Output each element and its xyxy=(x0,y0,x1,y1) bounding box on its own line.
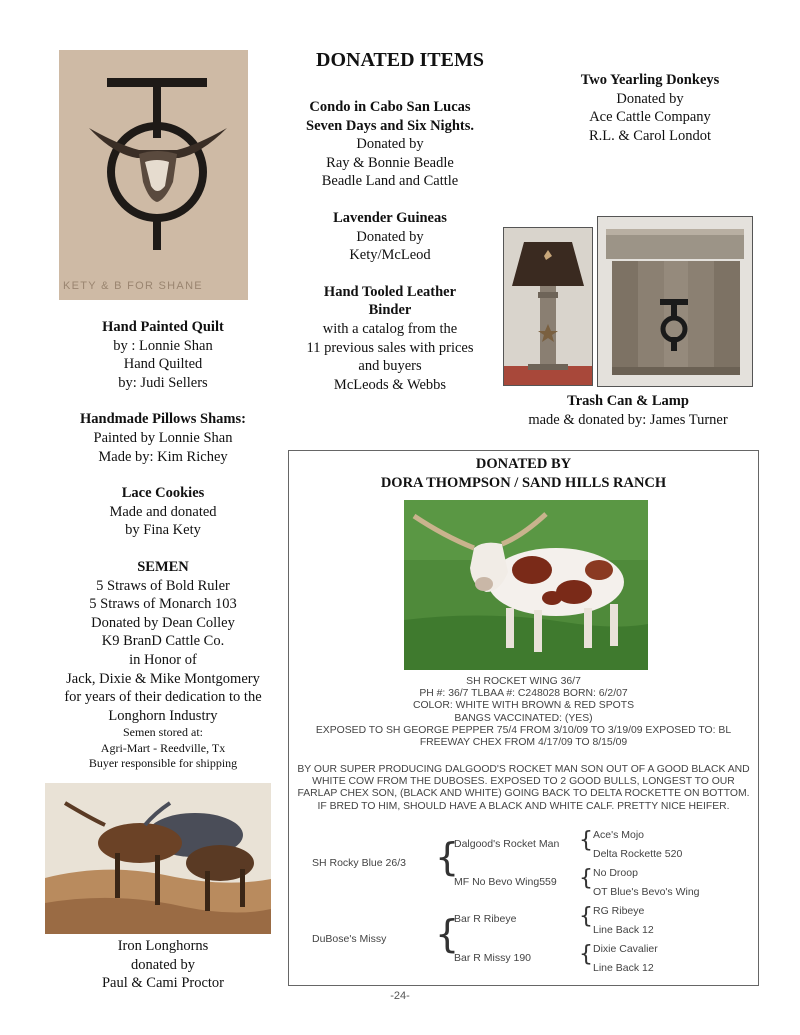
pedigree-grandparent: OT Blue's Bevo's Wing xyxy=(593,886,700,898)
heifer-description-line: FARLAP CHEX SON, (BLACK AND WHITE) GOING BACK TO DELTA ROCKETTE ON BOTTOM. xyxy=(297,788,750,800)
left-column xyxy=(50,318,276,772)
heifer-detail: EXPOSED TO SH GEORGE PEPPER 75/4 FROM 3/10/09 TO 3/19/09 EXPOSED TO: BL xyxy=(315,724,732,736)
condo-heading: Condo in Cabo San Lucas xyxy=(309,99,471,115)
pedigree-brace: { xyxy=(579,942,593,967)
lamp-photo xyxy=(503,227,593,386)
guineas-heading: Lavender Guineas xyxy=(333,209,447,226)
quilt-photo xyxy=(59,50,248,300)
pedigree-brace: { xyxy=(579,828,593,853)
pedigree-dam-dam: Bar R Missy 190 xyxy=(454,952,532,964)
semen-note: Agri-Mart - Reedville, Tx xyxy=(100,740,226,755)
pillows-line: Made by: Kim Richey xyxy=(98,448,228,465)
quilt-line: by: Judi Sellers xyxy=(118,374,208,391)
semen-note: Buyer responsible for shipping xyxy=(88,756,238,771)
pedigree-grandparent: Line Back 12 xyxy=(593,962,654,974)
iron-longhorns-photo xyxy=(45,783,271,934)
pedigree-dam-sire: Bar R Ribeye xyxy=(454,913,517,925)
iron-longhorns-heading: Iron Longhorns xyxy=(117,938,209,954)
semen-line: Donated by Dean Colley xyxy=(91,614,235,631)
pedigree-sire: SH Rocky Blue 26/3 xyxy=(312,857,406,869)
heifer-description-line: BY OUR SUPER PRODUCING DALGOOD'S ROCKET MAN SON OUT OF A GOOD BLACK AND xyxy=(297,764,750,775)
pedigree-sire-dam: MF No Bevo Wing559 xyxy=(454,876,557,888)
iron-longhorns-line: donated by xyxy=(130,956,196,973)
heifer-detail: FREEWAY CHEX FROM 4/17/09 TO 8/15/09 xyxy=(419,737,628,749)
trash-line: made & donated by: James Turner xyxy=(528,411,728,428)
semen-line: for years of their dedication to the xyxy=(64,689,262,706)
semen-line: K9 BranD Cattle Co. xyxy=(101,633,225,650)
pedigree-dam: DuBose's Missy xyxy=(312,933,387,945)
semen-note: Semen stored at: xyxy=(123,725,203,740)
binder-line: and buyers xyxy=(358,358,422,375)
semen-line: in Honor of xyxy=(129,651,197,668)
middle-column xyxy=(280,98,500,394)
pedigree-grandparent: RG Ribeye xyxy=(593,905,645,917)
binder-line: with a catalog from the xyxy=(322,320,458,337)
guineas-line: Kety/McLeod xyxy=(349,247,431,264)
pedigree-brace: { xyxy=(579,904,593,929)
semen-line: Longhorn Industry xyxy=(108,707,218,724)
quilt-line: Hand Quilted xyxy=(123,356,203,373)
page-title: DONATED ITEMS xyxy=(316,49,484,71)
pillows-heading: Handmade Pillows Shams: xyxy=(80,411,246,428)
page-number: -24- xyxy=(390,990,410,1002)
semen-line: 5 Straws of Monarch 103 xyxy=(89,596,237,613)
condo-line: Donated by xyxy=(356,136,424,153)
pedigree-brace: { xyxy=(579,866,593,891)
dora-heading-line: DORA THOMPSON / SAND HILLS RANCH xyxy=(380,474,667,491)
trash-can-photo xyxy=(597,216,753,387)
pedigree-grandparent: Delta Rockette 520 xyxy=(593,848,683,860)
trash-heading: Trash Can & Lamp xyxy=(567,393,689,409)
heifer-description-line: WHITE COW FROM THE DUBOSES. EXPOSED TO 2 GOOD BULLS, LONGEST TO OUR xyxy=(312,776,735,788)
semen-line: 5 Straws of Bold Ruler xyxy=(96,577,230,594)
donkeys-block xyxy=(540,71,760,145)
pedigree-grandparent: Ace's Mojo xyxy=(593,829,645,841)
cookies-line: by Fina Kety xyxy=(125,522,201,539)
pedigree xyxy=(289,821,758,981)
cookies-line: Made and donated xyxy=(109,503,217,520)
donkeys-line: R.L. & Carol Londot xyxy=(588,127,712,144)
quilt-line: by : Lonnie Shan xyxy=(113,337,213,354)
donkeys-line: Donated by xyxy=(616,90,684,107)
binder-line: McLeods & Webbs xyxy=(333,376,447,393)
pedigree-grandparent: Line Back 12 xyxy=(593,924,654,936)
donkeys-line: Ace Cattle Company xyxy=(589,109,711,126)
dora-heading xyxy=(289,455,758,492)
donkeys-heading: Two Yearling Donkeys xyxy=(580,72,720,88)
quilt-brand-text: KETY & B FOR SHANE xyxy=(63,280,203,292)
heifer-detail: SH ROCKET WING 36/7 xyxy=(466,676,581,687)
pedigree-brace: { xyxy=(435,912,460,956)
trash-lamp-caption xyxy=(500,392,756,429)
pedigree-grandparent: Dixie Cavalier xyxy=(593,943,658,955)
iron-longhorns-line: Paul & Cami Proctor xyxy=(101,975,225,992)
heifer-description xyxy=(289,764,758,813)
condo-line: Ray & Bonnie Beadle xyxy=(326,154,454,171)
dora-thompson-box xyxy=(288,450,759,986)
quilt-heading: Hand Painted Quilt xyxy=(102,319,224,335)
condo-heading: Seven Days and Six Nights. xyxy=(306,117,474,134)
pedigree-brace: { xyxy=(435,835,460,879)
dora-heading-line: DONATED BY xyxy=(475,456,572,472)
semen-heading: SEMEN xyxy=(137,558,189,575)
binder-heading: Hand Tooled Leather xyxy=(323,283,457,300)
heifer-details xyxy=(289,676,758,749)
heifer-detail: BANGS VACCINATED: (YES) xyxy=(454,712,593,724)
condo-line: Beadle Land and Cattle xyxy=(321,173,459,190)
heifer-photo xyxy=(404,500,648,670)
semen-line: Jack, Dixie & Mike Montgomery xyxy=(66,670,260,687)
cookies-heading: Lace Cookies xyxy=(121,485,205,502)
pedigree-grandparent: No Droop xyxy=(593,867,638,879)
iron-longhorns-caption xyxy=(50,937,276,993)
binder-heading: Binder xyxy=(368,302,412,319)
guineas-line: Donated by xyxy=(356,228,424,245)
binder-line: 11 previous sales with prices xyxy=(306,339,474,356)
pedigree-sire-sire: Dalgood's Rocket Man xyxy=(454,838,560,850)
pillows-line: Painted by Lonnie Shan xyxy=(93,429,233,446)
heifer-detail: PH #: 36/7 TLBAA #: C248028 BORN: 6/2/07 xyxy=(419,688,628,700)
heifer-description-line: IF BRED TO HIM, SHOULD HAVE A BLACK AND WHITE CALF. PRETTY NICE HEIFER. xyxy=(317,800,730,812)
heifer-detail: COLOR: WHITE WITH BROWN & RED SPOTS xyxy=(412,700,635,712)
